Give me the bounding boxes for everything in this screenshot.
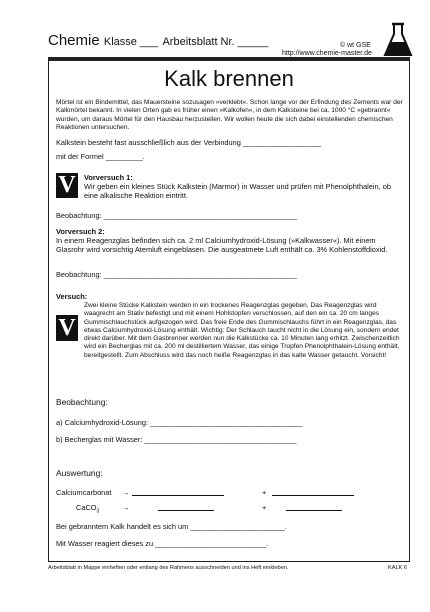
question-burnt-lime: Bei gebranntem Kalk handelt es sich um _______________________.: [56, 522, 287, 531]
reactant-word: Calciumcarbonat: [56, 488, 112, 497]
question-formula: mit der Formel _________.: [56, 152, 145, 161]
plus-sign: +: [262, 488, 267, 497]
main-text: Zwei kleine Stücke Kalkstein werden in ein trockenes Reagenzglas gegeben. Das Reagenzglas wird waagrecht am Stativ befestigt und mit einem Hohlstopfen verschlossen, auf den ein ca. 20 cm langes Gummischlauchstück aufgezogen wird. Das freie Ende des Gummischlauchs führt in ein Reagenzglas, das etwas Calciumhydroxid-Lösung enthält. Wichtig: Der Schlauch taucht nicht in die Lösung ein, sondern endet direkt darüber. Mit dem Gasbrenner werden nun die Kalkstücke ca. 10 Minuten lang erhitzt. Zwischenzeitlich wird ein Becherglas mit ca. 200 ml destilliertem Wasser, das einige Tropfen Phenolphthalein-Lösung enthält, bereitgestellt. Zum Abschluss wird das noch heiße Reagenzglas in das kalte Wasser getaucht. Vorsicht!: [84, 302, 400, 359]
formula-base: CaCO: [76, 503, 97, 512]
reaction-arrow-formula: →: [122, 503, 130, 512]
subject-label: Chemie: [48, 32, 100, 49]
observation-b: b) Becherglas mit Wasser: _____________________________________: [56, 435, 297, 444]
experiment-v-badge: V: [56, 173, 78, 198]
pre1-observation: Beobachtung: _______________________________________________: [56, 211, 297, 220]
class-label: Klasse ___: [103, 36, 159, 48]
worksheet-title: Kalk brennen: [164, 66, 294, 91]
product2-word-blank[interactable]: [272, 488, 354, 496]
question-water-reaction: Mit Wasser reagiert dieses zu ___________________________.: [56, 539, 269, 548]
sheet-number-label: Arbeitsblatt Nr. _____: [162, 36, 269, 48]
website-url: http://www.chemie-master.de: [282, 50, 372, 57]
experiment-v-badge-main: V: [56, 315, 78, 341]
header-subject: [48, 32, 268, 49]
product1-formula-blank[interactable]: [158, 503, 214, 511]
plus-sign-formula: +: [262, 503, 267, 512]
flask-icon: [383, 22, 413, 58]
pre2-observation: Beobachtung: _______________________________________________: [56, 270, 297, 279]
footer-note: Arbeitsblatt in Mappe einheften oder entlang des Rahmens ausschneiden und ins Heft einkleben.: [48, 565, 289, 571]
reaction-row-words: [56, 488, 111, 497]
evaluation-heading: Auswertung:: [56, 468, 103, 478]
pre2-text: In einem Reagenzglas befinden sich ca. 2 ml Calciumhydroxid-Lösung (»Kalkwasser«). Mit einem Glasrohr wird vorsichtig Atemluft eingeblasen. Die ausgeatmete Luft enthält ca. 3% Kohlenstoffdioxid.: [56, 236, 388, 255]
formula-subscript: 3: [96, 508, 100, 515]
footer-code: KALK 6: [388, 565, 407, 571]
observation-heading: Beobachtung:: [56, 397, 108, 407]
question-compound: Kalkstein besteht fast ausschließlich aus der Verbindung ___________________: [56, 138, 322, 147]
observation-a: a) Calciumhydroxid-Lösung: _____________________________________: [56, 418, 303, 427]
main-heading: Versuch:: [56, 292, 88, 301]
reactant-formula: [76, 503, 99, 517]
product2-formula-blank[interactable]: [286, 503, 342, 511]
copyright: © wt GSE: [340, 42, 371, 49]
pre1-text: Wir geben ein kleines Stück Kalkstein (Marmor) in Wasser und prüfen mit Phenolphthalein, ob eine alkalische Reaktion eintritt.: [84, 182, 391, 201]
pre1-heading: Vorversuch 1:: [84, 173, 133, 182]
pre2-heading: Vorversuch 2:: [56, 227, 105, 236]
reaction-arrow: →: [122, 488, 130, 497]
product1-word-blank[interactable]: [132, 488, 224, 496]
intro-text: Mörtel ist ein Bindemittel, das Mauersteine sozusagen »verklebt«. Schon lange vor der Erfindung des Zements war der Kalkmörtel bekannt. In vielen Orten gab es früher einen »Kalkofen«, in dem Kalksteine bei ca. 1000 °C »gebrannt« wurden, um daraus Mörtel für den Hausbau herzustellen. Wir wollen heute die sich dabei einstellenden chemischen Reaktionen untersuchen.: [56, 99, 403, 131]
